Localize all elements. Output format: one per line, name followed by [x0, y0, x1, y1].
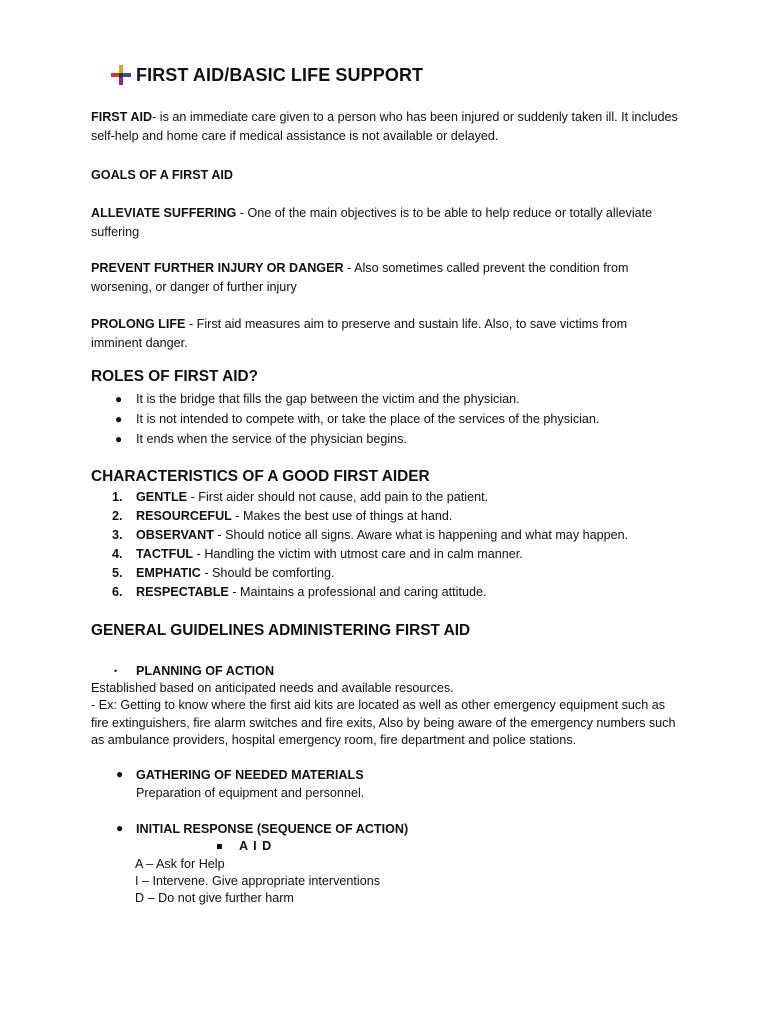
planning-heading: PLANNING OF ACTION: [136, 664, 275, 678]
item-term: TACTFUL: [136, 547, 194, 561]
goal-text: - One of the main objectives is to be able to help reduce or totally alleviate suffering: [91, 206, 653, 239]
item-number: 6.: [112, 585, 123, 599]
bullet-icon: ●: [115, 392, 123, 406]
intro-term: FIRST AID: [91, 110, 153, 124]
item-term: RESOURCEFUL: [136, 509, 232, 523]
goal-term: PREVENT FURTHER INJURY OR DANGER: [91, 261, 344, 275]
aid-item: A – Ask for Help: [135, 857, 225, 871]
item-text: - Should notice all signs. Aware what is happening and what may happen.: [213, 528, 629, 542]
square-bullet-icon: [217, 844, 222, 849]
characteristics-list: [91, 488, 681, 602]
roles-heading: ROLES OF FIRST AID?: [91, 368, 259, 385]
list-item: [91, 409, 681, 429]
bullet-icon: ●: [115, 412, 123, 426]
item-term: EMPHATIC: [136, 566, 201, 580]
goal-item: [91, 259, 681, 297]
title-row: [110, 64, 423, 86]
item-number: 2.: [112, 509, 123, 523]
intro-paragraph: [91, 108, 681, 146]
planning-line1: Established based on anticipated needs and available resources.: [91, 681, 454, 695]
goal-item: [91, 315, 681, 353]
gathering-heading: GATHERING OF NEEDED MATERIALS: [136, 768, 364, 782]
list-item: [91, 526, 681, 545]
list-item: [91, 429, 681, 449]
list-item-text: It ends when the service of the physician begins.: [136, 432, 407, 446]
item-number: 4.: [112, 547, 123, 561]
goal-term: PROLONG LIFE: [91, 317, 186, 331]
item-number: 5.: [112, 566, 123, 580]
aid-item: I – Intervene. Give appropriate interventions: [135, 874, 381, 888]
item-text: - Should be comforting.: [200, 566, 335, 580]
list-item-text: It is the bridge that fills the gap between the victim and the physician.: [136, 392, 520, 406]
item-text: - Maintains a professional and caring attitude.: [228, 585, 487, 599]
item-text: - Makes the best use of things at hand.: [231, 509, 453, 523]
list-item: [91, 507, 681, 526]
bullet-icon: ●: [116, 821, 124, 835]
intro-text: - is an immediate care given to a person who has been injured or suddenly taken ill. It includes self-help and home care if medical assistance is not available or delayed.: [91, 110, 678, 143]
list-item: [91, 488, 681, 507]
gathering-text: Preparation of equipment and personnel.: [136, 786, 365, 800]
colored-cross-icon: [110, 64, 132, 86]
aid-item: D – Do not give further harm: [135, 891, 294, 905]
item-text: - First aider should not cause, add pain to the patient.: [187, 490, 489, 504]
bullet-icon: •: [114, 666, 118, 676]
list-item: [91, 545, 681, 564]
characteristics-heading: CHARACTERISTICS OF A GOOD FIRST AIDER: [91, 468, 430, 485]
list-item-text: It is not intended to compete with, or take the place of the services of the physician.: [136, 412, 600, 426]
list-item: [91, 564, 681, 583]
guidelines-heading: GENERAL GUIDELINES ADMINISTERING FIRST AID: [91, 622, 471, 639]
goal-text: - Also sometimes called prevent the condition from worsening, or danger of further injury: [91, 261, 629, 294]
page-title: FIRST AID/BASIC LIFE SUPPORT: [136, 64, 424, 85]
bullet-icon: ●: [115, 432, 123, 446]
list-item: [91, 583, 681, 602]
item-term: RESPECTABLE: [136, 585, 229, 599]
initial-heading: INITIAL RESPONSE (SEQUENCE OF ACTION): [136, 822, 409, 836]
goal-term: ALLEVIATE SUFFERING: [91, 206, 237, 220]
item-text: - Handling the victim with utmost care and in calm manner.: [193, 547, 523, 561]
item-number: 3.: [112, 528, 123, 542]
item-term: OBSERVANT: [136, 528, 214, 542]
item-number: 1.: [112, 490, 123, 504]
list-item: [91, 389, 681, 409]
bullet-icon: ●: [116, 767, 124, 781]
goal-text: - First aid measures aim to preserve and sustain life. Also, to save victims from imminent danger.: [91, 317, 628, 350]
goals-heading: GOALS OF A FIRST AID: [91, 168, 234, 182]
goal-item: [91, 204, 681, 242]
planning-line2: - Ex: Getting to know where the first aid kits are located as well as other emergency equipment such as fire extinguishers, fire alarm switches and fire exits, Also by being aware of the emergency numbers such as ambulance providers, hospital emergency room, fire department and police stations.: [91, 698, 676, 747]
item-term: GENTLE: [136, 490, 188, 504]
aid-subheading: A I D: [239, 839, 273, 853]
roles-list: [91, 389, 681, 449]
